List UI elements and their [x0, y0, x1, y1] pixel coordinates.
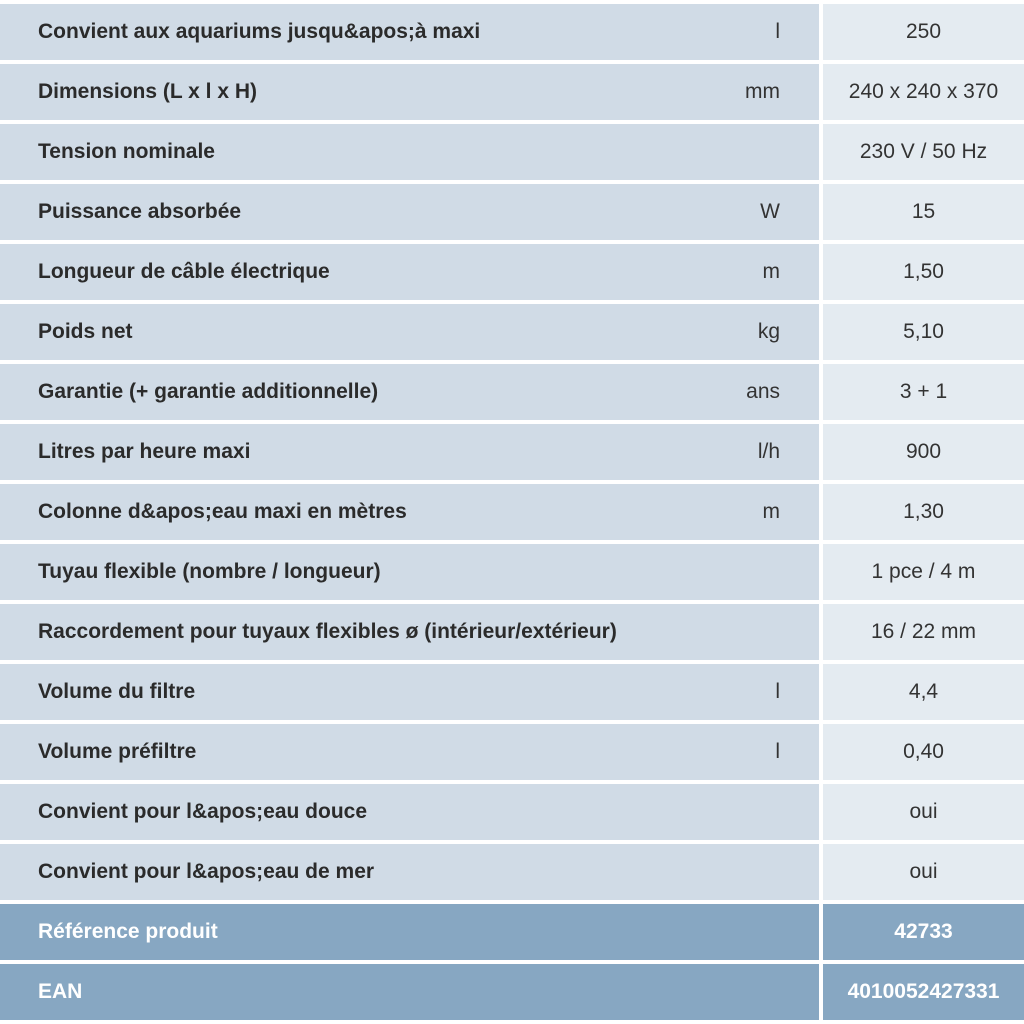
spec-label-cell — [0, 304, 819, 360]
spec-unit: l — [775, 740, 780, 763]
spec-label-cell — [0, 364, 819, 420]
spec-label: Convient pour l&apos;eau de mer — [38, 860, 375, 883]
spec-label-cell — [0, 664, 819, 720]
spec-label: Litres par heure maxi — [38, 440, 251, 463]
spec-unit: l — [775, 680, 780, 703]
spec-row-freshwater — [0, 784, 1024, 840]
spec-value: 5,10 — [823, 304, 1024, 360]
spec-unit — [700, 604, 780, 660]
spec-unit: m — [762, 260, 780, 283]
spec-label: Poids net — [38, 320, 133, 343]
spec-label: Longueur de câble électrique — [38, 260, 330, 283]
spec-row-filter-volume — [0, 664, 1024, 720]
spec-row-net-weight — [0, 304, 1024, 360]
spec-row-aquarium-size — [0, 4, 1024, 60]
spec-value: 230 V / 50 Hz — [823, 124, 1024, 180]
spec-unit: l — [775, 20, 780, 43]
spec-label-cell — [0, 184, 819, 240]
highlight-label-cell — [0, 904, 819, 960]
spec-unit: m — [762, 500, 780, 523]
highlight-label: Référence produit — [38, 920, 218, 943]
spec-label-cell — [0, 64, 819, 120]
spec-row-hose — [0, 544, 1024, 600]
spec-value: 4,4 — [823, 664, 1024, 720]
spec-label: Puissance absorbée — [38, 200, 242, 223]
spec-label: Volume préfiltre — [38, 740, 197, 763]
spec-row-prefilter-volume — [0, 724, 1024, 780]
spec-value: 900 — [823, 424, 1024, 480]
spec-value: 16 / 22 mm — [823, 604, 1024, 660]
spec-row-hose-connection — [0, 604, 1024, 660]
spec-label: Dimensions (L x l x H) — [38, 80, 257, 103]
spec-unit — [700, 844, 780, 900]
spec-label-cell — [0, 544, 819, 600]
spec-label-cell — [0, 844, 819, 900]
spec-label: Tension nominale — [38, 140, 215, 163]
spec-unit: l/h — [757, 440, 780, 463]
spec-label-cell — [0, 604, 819, 660]
spec-value: 3 + 1 — [823, 364, 1024, 420]
spec-value: 0,40 — [823, 724, 1024, 780]
spec-label: Convient aux aquariums jusqu&apos;à maxi — [38, 20, 481, 43]
spec-value: 1,50 — [823, 244, 1024, 300]
spec-label: Volume du filtre — [38, 680, 196, 703]
spec-unit: ans — [746, 380, 780, 403]
spec-label: Colonne d&apos;eau maxi en mètres — [38, 500, 407, 523]
spec-row-power — [0, 184, 1024, 240]
spec-row-dimensions — [0, 64, 1024, 120]
spec-row-flow-rate — [0, 424, 1024, 480]
spec-label-cell — [0, 724, 819, 780]
spec-value: 240 x 240 x 370 — [823, 64, 1024, 120]
spec-unit — [700, 784, 780, 840]
spec-row-warranty — [0, 364, 1024, 420]
spec-value: oui — [823, 784, 1024, 840]
highlight-row-product-reference — [0, 904, 1024, 960]
spec-label-cell — [0, 484, 819, 540]
spec-label-cell — [0, 424, 819, 480]
highlight-value: 42733 — [823, 904, 1024, 960]
spec-label: Convient pour l&apos;eau douce — [38, 800, 368, 823]
spec-value: 250 — [823, 4, 1024, 60]
spec-value: 15 — [823, 184, 1024, 240]
spec-value: 1 pce / 4 m — [823, 544, 1024, 600]
spec-unit: kg — [757, 320, 780, 343]
spec-label: Garantie (+ garantie additionnelle) — [38, 380, 379, 403]
spec-row-seawater — [0, 844, 1024, 900]
spec-label: Tuyau flexible (nombre / longueur) — [38, 560, 381, 583]
spec-value: 1,30 — [823, 484, 1024, 540]
spec-unit: mm — [745, 80, 780, 103]
spec-label-cell — [0, 4, 819, 60]
highlight-label-cell — [0, 964, 819, 1020]
spec-label-cell — [0, 784, 819, 840]
spec-row-voltage — [0, 124, 1024, 180]
spec-unit — [700, 124, 780, 180]
spec-unit — [700, 544, 780, 600]
spec-unit: W — [760, 200, 780, 223]
highlight-value: 4010052427331 — [823, 964, 1024, 1020]
spec-label-cell — [0, 124, 819, 180]
spec-value: oui — [823, 844, 1024, 900]
highlight-row-ean — [0, 964, 1024, 1020]
spec-row-water-column — [0, 484, 1024, 540]
highlight-label: EAN — [38, 980, 83, 1003]
spec-label-cell — [0, 244, 819, 300]
spec-row-cable-length — [0, 244, 1024, 300]
spec-label: Raccordement pour tuyaux flexibles ø (intérieur/extérieur) — [38, 620, 617, 643]
